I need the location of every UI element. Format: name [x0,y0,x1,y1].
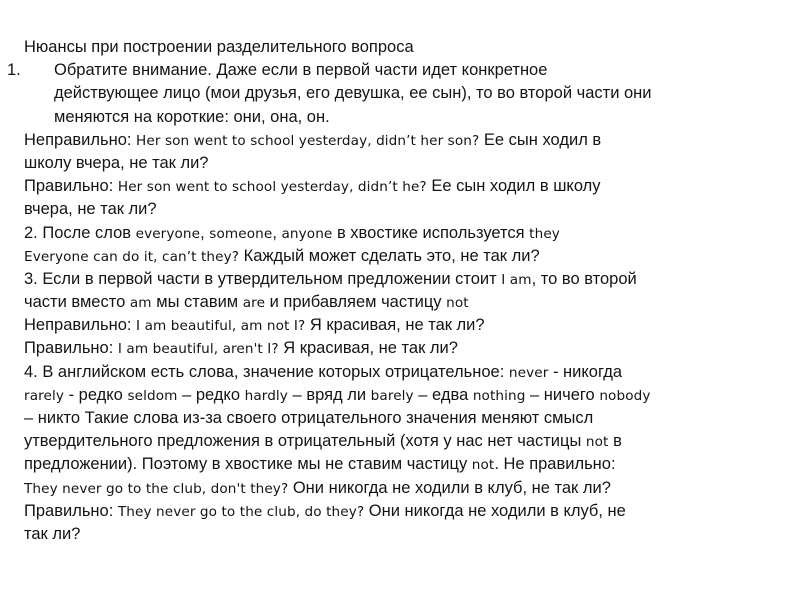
item1-line-1: Обратите внимание. Даже если в первой части идет конкретное [54,61,548,80]
right-example-1-cont: вчера, не так ли? [24,200,157,219]
translation: Ее сын ходил в школу [426,177,601,196]
rule-text: в хвостике используется [332,223,530,242]
translation: Они никогда не ходили в клуб, не [364,501,626,520]
english-word: someone [209,225,273,242]
english-word: are [242,295,266,312]
rule-text: , [200,223,210,242]
rule-2 [24,222,774,245]
rule-text: – ничего [525,385,600,404]
rule-text: 4. В английском есть слова, значение которых отрицательное: [24,362,509,381]
english-word: not [585,434,609,451]
rule-text: – редко [177,385,245,404]
english-word: nothing [472,387,526,404]
rule-4-line-1 [24,361,774,384]
rule-text: и прибавляем частицу [265,293,447,312]
rule-4-line-3: – никто Такие слова из-за своего отрицательного значения меняют смысл [24,409,594,427]
right-example-3 [24,337,774,360]
rule-text: 3. Если в первой части в утвердительном предложении стоит [24,269,502,288]
rule-4-line-5 [24,453,774,476]
rule-text: - редко [64,385,128,404]
rule-3-line-2 [24,291,774,314]
wrong-example-1 [24,129,774,152]
english-word: barely [370,387,414,404]
english-word: hardly [244,387,288,404]
list-item-1 [7,59,774,129]
english-example: They never go to the club, don't they? [24,480,289,497]
wrong-label: Неправильно: [24,316,137,335]
english-word: nobody [599,387,651,404]
english-example: I am beautiful, aren't I? [117,341,279,358]
right-example-1 [24,175,774,198]
translation: Ее сын ходил в [479,130,602,149]
english-word: everyone [135,225,201,242]
english-word: not [446,295,469,312]
english-word: anyone [281,225,333,242]
right-label: Правильно: [24,501,118,520]
rule-text: , [272,223,282,242]
wrong-example-1-cont: школу вчера, не так ли? [24,153,209,172]
rule-text: утвердительного предложения в отрицательный (хотя у нас нет частицы [24,432,586,451]
english-word: I am [501,271,532,288]
item1-line-2: действующее лицо (мои друзья, его девушка, ее сын), то во второй части они [54,84,652,103]
rule-text: – едва [413,385,473,404]
rule-text: части вместо [24,293,130,312]
english-example: Her son went to school yesterday, didn’t he? [117,179,427,196]
slide-title: Нюансы при построении разделительного вопроса [24,38,414,56]
wrong-example-4 [24,477,774,500]
wrong-example-3 [24,314,774,337]
wrong-label: Неправильно: [24,130,137,149]
rule-text: мы ставим [151,293,243,312]
english-word: rarely [24,387,64,404]
english-word: not [471,457,495,474]
right-example-4-cont: так ли? [24,524,81,543]
example-2 [24,245,774,268]
english-example: Her son went to school yesterday, didn’t her son? [136,132,480,149]
english-word: seldom [127,387,178,404]
english-word: never [508,364,549,381]
rule-4-line-2 [24,384,774,407]
right-label: Правильно: [24,177,118,196]
translation: Каждый может сделать это, не так ли? [239,246,540,265]
rule-text: . Не правильно: [494,455,616,474]
rule-3-line-1 [24,268,774,291]
right-example-4 [24,500,774,523]
right-label: Правильно: [24,339,118,358]
english-example: They never go to the club, do they? [117,503,365,520]
item1-line-3: меняются на короткие: они, она, он. [54,107,330,126]
translation: Я красивая, не так ли? [305,316,485,335]
slide-text [7,36,774,546]
rule-4-line-4 [24,430,774,453]
translation: Они никогда не ходили в клуб, не так ли? [288,478,611,497]
rule-text: , то во второй [531,269,637,288]
translation: Я красивая, не так ли? [278,339,458,358]
english-word: am [129,295,152,312]
rule-text: – вряд ли [287,385,371,404]
rule-text: 2. После слов [24,223,136,242]
english-example: Everyone can do it, can’t they? [24,248,240,265]
english-example: I am beautiful, am not I? [136,318,306,335]
english-word: they [529,225,560,242]
rule-text: - никогда [548,362,623,381]
list-marker: 1. [7,61,21,80]
rule-text: предложении). Поэтому в хвостике мы не ставим частицу [24,455,472,474]
rule-text: в [608,432,622,451]
